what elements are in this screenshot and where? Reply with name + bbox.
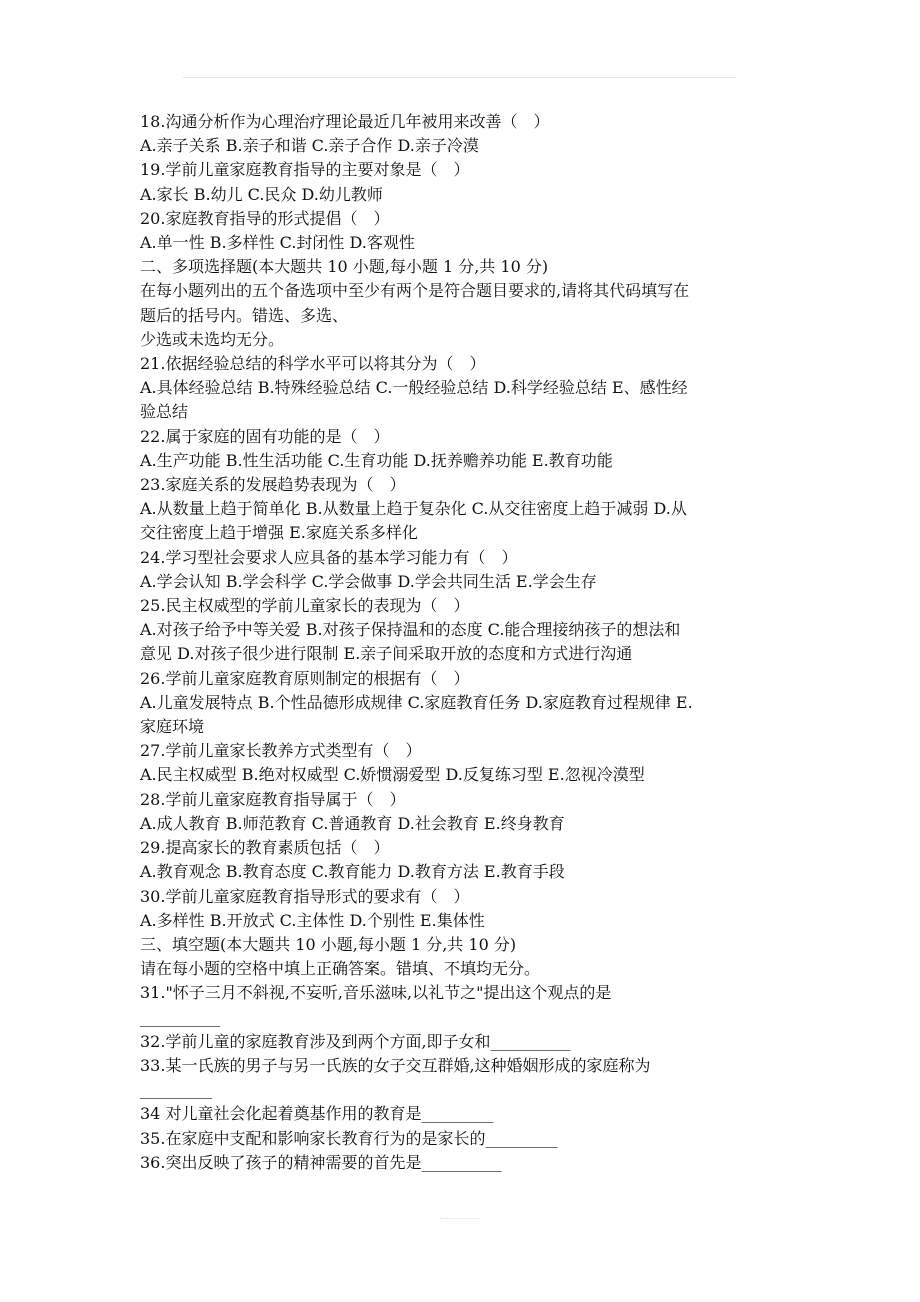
question-24: 24.学习型社会要求人应具备的基本学习能力有（ ） [140,547,518,567]
question-32: 32.学前儿童的家庭教育涉及到两个方面,即子女和__________ [140,1031,571,1051]
question-22-options: A.生产功能 B.性生活功能 C.生育功能 D.抚养赡养功能 E.教育功能 [140,450,613,470]
question-19-options: A.家长 B.幼儿 C.民众 D.幼儿教师 [140,184,383,204]
question-25: 25.民主权威型的学前儿童家长的表现为（ ） [140,596,470,616]
section-2-instructions-line-1: 在每小题列出的五个备选项中至少有两个是符合题目要求的,请将其代码填写在 [140,281,690,301]
question-29-options: A.教育观念 B.教育态度 C.教育能力 D.教育方法 E.教育手段 [140,862,565,882]
question-36: 36.突出反映了孩子的精神需要的首先是__________ [140,1152,502,1172]
question-30-options: A.多样性 B.开放式 C.主体性 D.个别性 E.集体性 [140,910,485,930]
question-28-options: A.成人教育 B.师范教育 C.普通教育 D.社会教育 E.终身教育 [140,813,565,833]
question-26-options: A.儿童发展特点 B.个性品德形成规律 C.家庭教育任务 D.家庭教育过程规律 E. [140,692,693,712]
question-33-blank: _________ [140,1080,212,1100]
header-divider [183,77,736,78]
question-21-options-cont: 验总结 [140,402,189,422]
question-20-options: A.单一性 B.多样性 C.封闭性 D.客观性 [140,233,415,253]
document-body [140,110,790,1175]
question-20: 20.家庭教育指导的形式提倡（ ） [140,208,390,228]
question-35: 35.在家庭中支配和影响家长教育行为的是家长的_________ [140,1128,558,1148]
question-31-blank: __________ [140,1007,220,1027]
question-18: 18.沟通分析作为心理治疗理论最近几年被用来改善（ ） [140,112,550,131]
question-24-options: A.学会认知 B.学会科学 C.学会做事 D.学会共同生活 E.学会生存 [140,571,597,591]
question-29: 29.提高家长的教育素质包括（ ） [140,838,390,858]
question-21-options: A.具体经验总结 B.特殊经验总结 C.一般经验总结 D.科学经验总结 E、感性经 [140,378,688,398]
question-31: 31."怀子三月不斜视,不妄听,音乐滋味,以礼节之"提出这个观点的是 [140,983,612,1003]
question-27-options: A.民主权威型 B.绝对权威型 C.娇惯溺爱型 D.反复练习型 E.忽视冷漠型 [140,765,645,785]
question-21: 21.依据经验总结的科学水平可以将其分为（ ） [140,354,486,374]
question-33: 33.某一氏族的男子与另一氏族的女子交互群婚,这种婚姻形成的家庭称为 [140,1055,651,1075]
question-18-options: A.亲子关系 B.亲子和谐 C.亲子合作 D.亲子冷漠 [140,136,479,156]
question-34: 34 对儿童社会化起着奠基作用的教育是_________ [140,1104,494,1124]
section-2-instructions-line-3: 少选或未选均无分。 [140,329,285,349]
section-3-instructions: 请在每小题的空格中填上正确答案。错填、不填均无分。 [140,959,541,979]
question-25-options-cont: 意见 D.对孩子很少进行限制 E.亲子间采取开放的态度和方式进行沟通 [140,644,633,664]
question-23: 23.家庭关系的发展趋势表现为（ ） [140,475,406,495]
question-27: 27.学前儿童家长教养方式类型有（ ） [140,741,422,761]
section-2-heading: 二、多项选择题(本大题共 10 小题,每小题 1 分,共 10 分) [140,257,549,277]
question-26-options-cont: 家庭环境 [140,717,205,737]
question-28: 28.学前儿童家庭教育指导属于（ ） [140,789,406,809]
question-26: 26.学前儿童家庭教育原则制定的根据有（ ） [140,668,470,688]
footer-mark [440,1218,480,1225]
question-30: 30.学前儿童家庭教育指导形式的要求有（ ） [140,886,470,906]
section-3-heading: 三、填空题(本大题共 10 小题,每小题 1 分,共 10 分) [140,934,517,954]
question-22: 22.属于家庭的固有功能的是（ ） [140,426,390,446]
section-2-instructions-line-2: 题后的括号内。错选、多选、 [140,305,349,325]
question-23-options: A.从数量上趋于简单化 B.从数量上趋于复杂化 C.从交往密度上趋于减弱 D.从 [140,499,687,519]
question-19: 19.学前儿童家庭教育指导的主要对象是（ ） [140,160,470,180]
question-25-options: A.对孩子给予中等关爱 B.对孩子保持温和的态度 C.能合理接纳孩子的想法和 [140,620,681,640]
question-23-options-cont: 交往密度上趋于增强 E.家庭关系多样化 [140,523,418,543]
